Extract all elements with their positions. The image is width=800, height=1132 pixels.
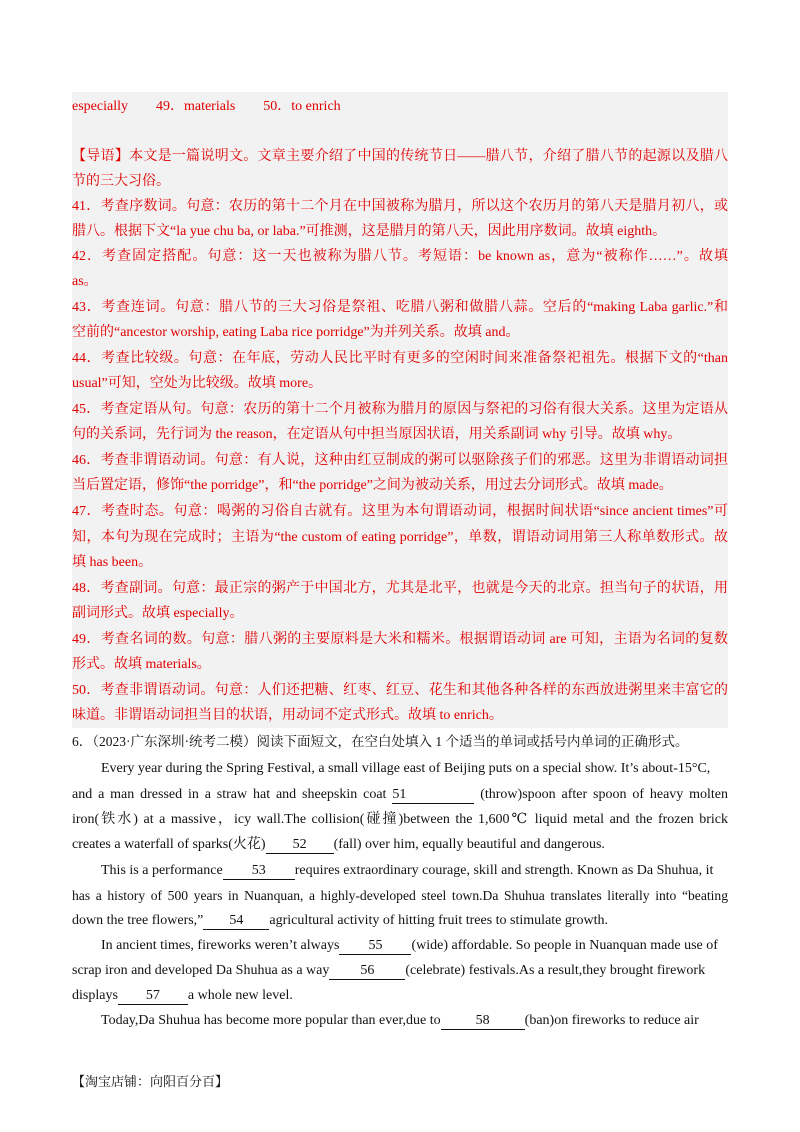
passage-line: has a history of 500 years in Nuanquan, a highly-developed steel town.Da Shuhua translates literally into “beating (72, 888, 728, 903)
passage-text: creates a waterfall of sparks(火花) (72, 837, 266, 852)
passage-text: agricultural activity of hitting fruit trees to stimulate growth. (269, 913, 609, 928)
explanation-line: 味道。非谓语动词担当目的状语，用动词不定式形式。故填 to enrich。 (72, 708, 503, 723)
explanation-line: 形式。故填 materials。 (72, 657, 211, 672)
explanation-line: 45．考查定语从句。句意：农历的第十二个月被称为腊月的原因与祭祀的习俗有很大关系。这里为定语从 (72, 402, 728, 417)
passage-text: requires extraordinary courage, skill and strength. Known as Da Shuhua, it (294, 863, 714, 878)
passage-line (72, 836, 728, 854)
passage-line (101, 937, 728, 955)
explanation-line: 节的三大习俗。 (72, 174, 170, 189)
passage-line (72, 912, 728, 930)
explanation-line: 50．考查非谓语动词。句意：人们还把糖、红枣、红豆、花生和其他各种各样的东西放进粥里来丰富它的 (72, 683, 728, 698)
passage-text: In ancient times, fireworks weren’t always (101, 938, 340, 953)
passage-text: (fall) over him, equally beautiful and dangerous. (333, 837, 605, 852)
explanation-line: 47．考查时态。句意：喝粥的习俗自古就有。这里为本句谓语动词，根据时间状语“since ancient times”可 (72, 504, 728, 519)
passage-line (72, 786, 728, 804)
passage-text: Today,Da Shuhua has become more popular than ever,due to (101, 1013, 441, 1028)
explanation-line: 【导语】本文是一篇说明文。文章主要介绍了中国的传统节日——腊八节，介绍了腊八节的起源以及腊八 (72, 149, 728, 164)
passage-line: Every year during the Spring Festival, a small village east of Beijing puts on a special show. It’s about-15°C, (101, 761, 711, 776)
explanation-line: 句的关系词，先行词为 the reason，在定语从句中担当原因状语，用关系副词 why 引导。故填 why。 (72, 427, 682, 442)
explanation-line: 46．考查非谓语动词。句意：有人说，这种由红豆制成的粥可以驱除孩子们的邪恶。这里为非谓语动词担 (72, 453, 728, 468)
passage-line: iron(铁水) at a massive，icy wall.The collision(碰撞)between the 1,600℃ liquid metal and the frozen brick (72, 812, 728, 827)
blank-51[interactable]: 51 (392, 787, 474, 804)
explanation-line: as。 (72, 274, 98, 289)
passage-text: (wide) affordable. So people in Nuanquan made use of (411, 938, 718, 953)
explanation-line: 填 has been。 (72, 555, 153, 570)
passage-text: This is a performance (101, 863, 223, 878)
passage-text: (throw)spoon after spoon of heavy molten (480, 787, 729, 802)
blank-53[interactable]: 53 (223, 863, 295, 880)
blank-57[interactable]: 57 (118, 988, 188, 1005)
explanation-line: 腊八。根据下文“la yue chu ba, or laba.”可推测，这是腊月的第八天，因此用序数词。故填 eighth。 (72, 224, 667, 239)
blank-56[interactable]: 56 (329, 963, 405, 980)
explanation-line: 49．考查名词的数。句意：腊八粥的主要原料是大米和糯米。根据谓语动词 are 可知，主语为名词的复数 (72, 632, 728, 647)
explanation-line: 48．考查副词。句意：最正宗的粥产于中国北方，尤其是北平，也就是今天的北京。担当句子的状语，用 (72, 581, 728, 596)
explanation-line: 44．考查比较级。句意：在年底，劳动人民比平时有更多的空闲时间来准备祭祀祖先。根据下文的“than (72, 351, 728, 366)
explanation-line: 当后置定语，修饰“the porridge”，和“the porridge”之间为被动关系，用过去分词形式。故填 made。 (72, 478, 673, 493)
explanation-line: 副词形式。故填 especially。 (72, 606, 244, 621)
explanation-line: 43．考查连词。句意：腊八节的三大习俗是祭祖、吃腊八粥和做腊八蒜。空后的“making Laba garlic.”和 (72, 300, 728, 315)
footer-shop-label: 【淘宝店铺：向阳百分百】 (72, 1075, 229, 1090)
answers-line: especially 49．materials 50．to enrich (72, 99, 341, 114)
blank-54[interactable]: 54 (203, 913, 269, 930)
passage-text: (ban)on fireworks to reduce air (524, 1013, 699, 1028)
explanation-line: usual”可知，空处为比较级。故填 more。 (72, 376, 323, 391)
passage-text: and a man dressed in a straw hat and sheepskin coat (72, 787, 387, 802)
blank-55[interactable]: 55 (339, 938, 411, 955)
passage-text: scrap iron and developed Da Shuhua as a way (72, 963, 330, 978)
question-header: 6．（2023·广东深圳·统考二模）阅读下面短文，在空白处填入 1 个适当的单词或括号内单词的正确形式。 (72, 734, 689, 749)
blank-52[interactable]: 52 (266, 837, 334, 854)
explanation-line: 41．考查序数词。句意：农历的第十二个月在中国被称为腊月，所以这个农历月的第八天是腊月初八，或 (72, 199, 728, 214)
passage-line (72, 987, 728, 1005)
passage-line (72, 962, 728, 980)
blank-58[interactable]: 58 (441, 1013, 525, 1030)
passage-text: down the tree flowers,” (72, 913, 204, 928)
passage-line (101, 862, 728, 880)
passage-line (101, 1012, 728, 1030)
passage-text: a whole new level. (187, 988, 293, 1003)
explanation-line: 知，本句为现在完成时；主语为“the custom of eating porridge”，单数，谓语动词用第三人称单数形式。故 (72, 530, 728, 545)
passage-text: (celebrate) festivals.As a result,they brought firework (405, 963, 706, 978)
passage-text: displays (72, 988, 118, 1003)
explanation-line: 42．考查固定搭配。句意：这一天也被称为腊八节。考短语：be known as，意为“被称作……”。故填 (72, 249, 728, 264)
explanation-line: 空前的“ancestor worship, eating Laba rice porridge”为并列关系。故填 and。 (72, 325, 520, 340)
